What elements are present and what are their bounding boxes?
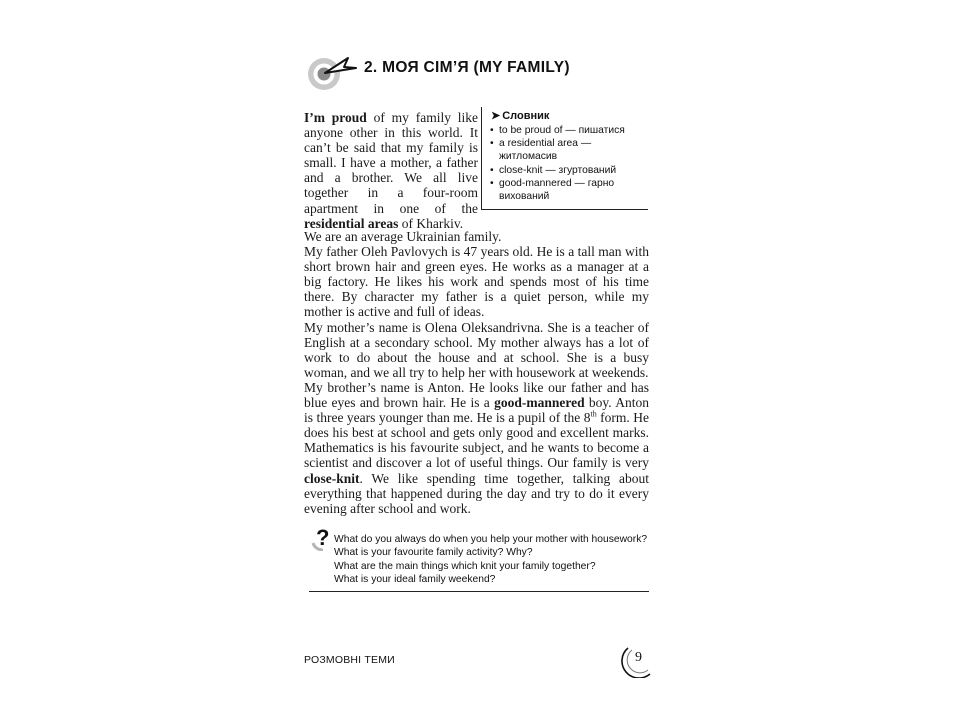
vocabulary-item: • close-knit — згуртований [490,164,646,177]
question-item: What is your favourite family activity? Why? [334,547,533,559]
arrow-icon: ➤ [491,110,501,122]
paragraph: My father Oleh Pavlovych is 47 years old. He is a tall man with short brown hair and green eyes. He works as a manager at a big factory. He likes his work and spends most of his time there. By character my father is a quiet person, while my mother is active and full of ideas. [304,244,649,320]
question-mark-icon [311,525,335,551]
page-title: 2. МОЯ СІМ’Я (MY FAMILY) [364,59,570,76]
vocabulary-item: • to be proud of — пишатися [490,124,646,137]
question-list [334,533,647,587]
questions-box [309,525,649,592]
intro-bold-lead: I’m proud [304,110,367,125]
paragraph: My mother’s name is Olena Oleksandrivna. She is a teacher of English at a secondary school. My mother always has a lot of work to do about the house and at school. She is a busy woman, and we all try to help her with housework at weekends. [304,319,649,380]
text-span: boy. Anton is three years younger than me. He is a pupil of the 8 [304,395,649,426]
text-span: My brother’s name is Anton. He looks like our father and has blue eyes and brown hair. He is a [304,379,649,411]
intro-paragraph [304,110,478,231]
question-item: What is your ideal family weekend? [334,574,496,586]
vocabulary-item: • good-mannered — гарно вихований [490,177,646,203]
question-item: What do you always do when you help your mother with housework? [334,534,648,545]
vocabulary-list [490,124,646,203]
paragraph: We are an average Ukrainian family. [304,229,502,244]
text-span: . We like spending time together, talking about everything that happened during the day and try to do it every evening after school and work. [304,470,649,516]
vocabulary-box [481,107,648,210]
vocabulary-title-text: Словник [502,110,550,122]
footer-section-label: РОЗМОВНІ ТЕМИ [304,654,395,666]
ordinal-suffix: th [590,409,597,419]
main-text [304,229,649,516]
page-number: 9 [635,650,642,665]
bold-term: good-mannered [494,395,585,411]
paragraph [304,380,649,516]
bold-term: close-knit [304,470,360,486]
text-span: form. He does his best at school and gets only good and excellent marks. Mathematics is his favourite subject, and he wants to become a scientist and discover a lot of useful things. Our family is very [304,410,650,471]
intro-bold-term: residential areas [304,215,399,231]
target-arrow-icon [304,50,360,92]
vocabulary-title [491,109,549,122]
vocabulary-item: • a residential area — житломасив [490,137,646,163]
page-number-badge [620,644,656,678]
intro-text-1: of my family like anyone other in this world. It can’t be said that my family is small. I have a mother, a father and a brother. We all live together in a four-room apartment in one of the [304,110,478,216]
svg-text:?: ? [316,525,330,550]
question-item: What are the main things which knit your family together? [334,560,596,572]
intro-text-2: of Kharkiv. [398,215,464,231]
